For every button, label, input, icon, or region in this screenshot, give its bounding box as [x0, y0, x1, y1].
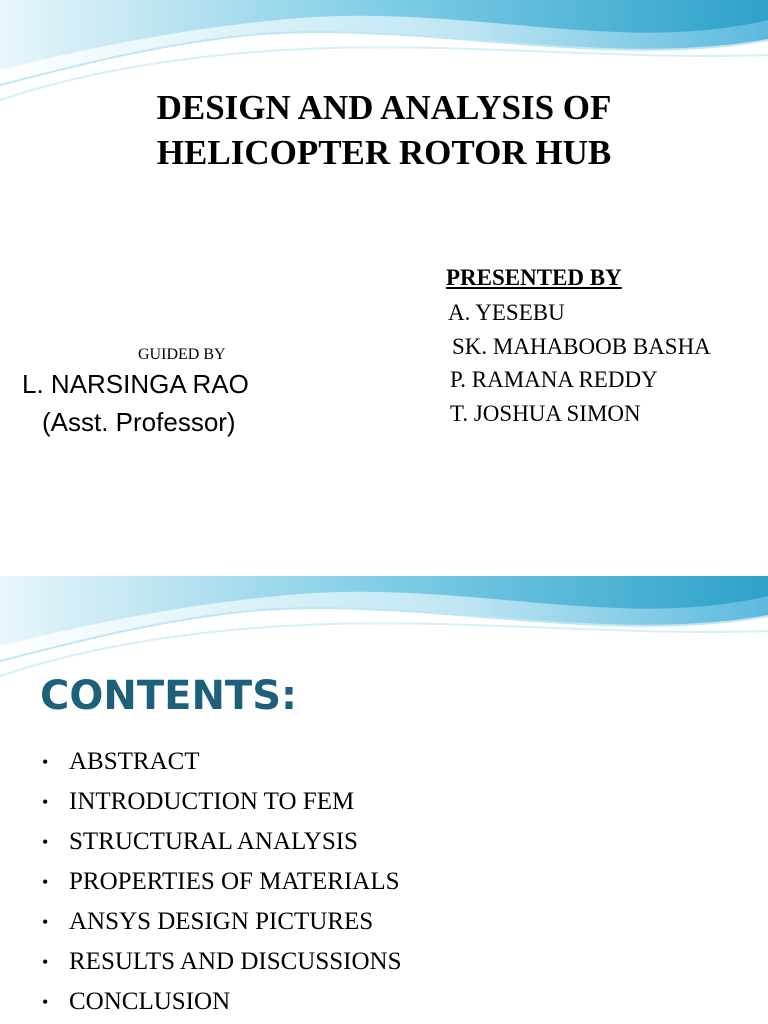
list-item-label: INTRODUCTION TO FEM — [69, 788, 355, 815]
bullet-icon: • — [42, 792, 49, 812]
list-item-label: RESULTS AND DISCUSSIONS — [69, 948, 402, 975]
wave-header-decoration — [0, 576, 768, 686]
contents-slide — [0, 576, 768, 1024]
contents-list — [42, 742, 402, 1022]
presenter-name: P. RAMANA REDDY — [450, 367, 658, 392]
presented-by-label: PRESENTED BY — [446, 265, 622, 290]
bullet-icon: • — [42, 752, 49, 772]
presentation-title-line2: HELICOPTER ROTOR HUB — [156, 133, 612, 172]
list-item — [42, 902, 402, 942]
presenter-name: SK. MAHABOOB BASHA — [452, 334, 711, 359]
bullet-icon: • — [42, 952, 49, 972]
guide-role: (Asst. Professor) — [42, 407, 236, 437]
list-item-label: STRUCTURAL ANALYSIS — [69, 828, 358, 855]
list-item — [42, 982, 402, 1022]
contents-heading: CONTENTS: — [40, 673, 298, 719]
bullet-icon: • — [42, 992, 49, 1012]
guided-by-label: GUIDED BY — [138, 346, 226, 363]
guide-name: L. NARSINGA RAO — [22, 369, 249, 399]
list-item-label: ABSTRACT — [69, 748, 200, 775]
list-item — [42, 942, 402, 982]
list-item — [42, 862, 402, 902]
list-item-label: CONCLUSION — [69, 988, 231, 1015]
list-item-label: ANSYS DESIGN PICTURES — [69, 908, 374, 935]
presenter-name: A. YESEBU — [448, 300, 565, 325]
bullet-icon: • — [42, 832, 49, 852]
presenter-name: T. JOSHUA SIMON — [450, 401, 641, 426]
bullet-icon: • — [42, 872, 49, 892]
list-item — [42, 742, 402, 782]
list-item — [42, 822, 402, 862]
presentation-title-line1: DESIGN AND ANALYSIS OF — [156, 88, 612, 127]
bullet-icon: • — [42, 912, 49, 932]
list-item — [42, 782, 402, 822]
list-item-label: PROPERTIES OF MATERIALS — [69, 868, 400, 895]
